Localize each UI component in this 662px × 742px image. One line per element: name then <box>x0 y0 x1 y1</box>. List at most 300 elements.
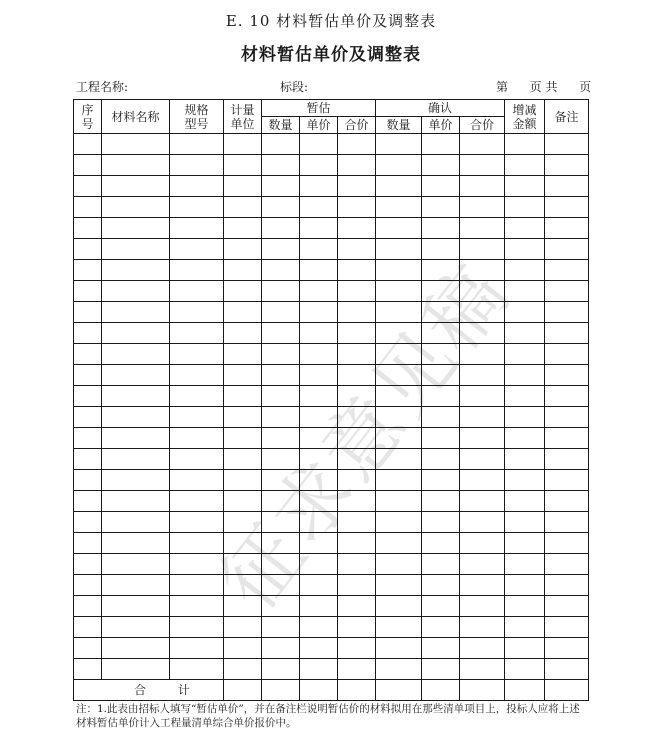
table-cell[interactable] <box>376 428 422 449</box>
table-cell[interactable] <box>102 260 170 281</box>
table-cell[interactable] <box>545 428 589 449</box>
table-cell[interactable] <box>460 176 505 197</box>
table-cell[interactable] <box>545 470 589 491</box>
table-cell[interactable] <box>422 470 460 491</box>
table-cell[interactable] <box>338 512 376 533</box>
table-cell[interactable] <box>170 512 224 533</box>
table-cell[interactable] <box>338 617 376 638</box>
table-cell[interactable] <box>224 575 262 596</box>
table-cell[interactable] <box>338 470 376 491</box>
table-cell[interactable] <box>505 533 545 554</box>
table-cell[interactable] <box>170 533 224 554</box>
table-cell[interactable] <box>74 281 102 302</box>
table-cell[interactable] <box>505 155 545 176</box>
table-cell[interactable] <box>300 533 338 554</box>
table-cell[interactable] <box>376 365 422 386</box>
table-cell[interactable] <box>376 386 422 407</box>
table-cell[interactable] <box>376 218 422 239</box>
table-cell[interactable] <box>102 407 170 428</box>
table-cell[interactable] <box>545 344 589 365</box>
table-cell[interactable] <box>338 659 376 680</box>
table-cell[interactable] <box>505 302 545 323</box>
table-cell[interactable] <box>338 155 376 176</box>
table-cell[interactable] <box>170 491 224 512</box>
table-cell[interactable] <box>170 134 224 155</box>
table-cell[interactable] <box>460 575 505 596</box>
table-cell[interactable] <box>376 281 422 302</box>
table-cell[interactable] <box>376 407 422 428</box>
table-cell[interactable] <box>74 176 102 197</box>
table-cell[interactable] <box>422 428 460 449</box>
table-cell[interactable] <box>376 302 422 323</box>
table-cell[interactable] <box>460 659 505 680</box>
table-cell[interactable] <box>170 323 224 344</box>
table-cell[interactable] <box>224 302 262 323</box>
table-cell[interactable] <box>338 281 376 302</box>
table-cell[interactable] <box>74 617 102 638</box>
table-cell[interactable] <box>300 365 338 386</box>
table-cell[interactable] <box>422 134 460 155</box>
table-cell[interactable] <box>338 365 376 386</box>
table-cell[interactable] <box>300 281 338 302</box>
table-cell[interactable] <box>300 197 338 218</box>
table-cell[interactable] <box>460 323 505 344</box>
table-cell[interactable] <box>224 407 262 428</box>
table-cell[interactable] <box>224 260 262 281</box>
table-cell[interactable] <box>224 218 262 239</box>
table-cell[interactable] <box>224 638 262 659</box>
table-cell[interactable] <box>422 365 460 386</box>
table-cell[interactable] <box>170 176 224 197</box>
table-cell[interactable] <box>545 239 589 260</box>
table-cell[interactable] <box>376 638 422 659</box>
table-cell[interactable] <box>422 575 460 596</box>
table-cell[interactable] <box>422 659 460 680</box>
table-cell[interactable] <box>224 176 262 197</box>
table-cell[interactable] <box>505 512 545 533</box>
table-cell[interactable] <box>422 155 460 176</box>
table-cell[interactable] <box>74 134 102 155</box>
table-cell[interactable] <box>74 386 102 407</box>
table-cell[interactable] <box>224 197 262 218</box>
table-cell[interactable] <box>74 554 102 575</box>
table-cell[interactable] <box>505 260 545 281</box>
table-cell[interactable] <box>224 659 262 680</box>
table-cell[interactable] <box>262 323 300 344</box>
table-cell[interactable] <box>545 323 589 344</box>
table-cell[interactable] <box>422 617 460 638</box>
table-cell[interactable] <box>224 281 262 302</box>
table-cell[interactable] <box>505 575 545 596</box>
table-cell[interactable] <box>224 596 262 617</box>
table-cell[interactable] <box>460 470 505 491</box>
table-cell[interactable] <box>102 176 170 197</box>
table-cell[interactable] <box>102 533 170 554</box>
table-cell[interactable] <box>74 344 102 365</box>
table-cell[interactable] <box>262 638 300 659</box>
table-cell[interactable] <box>102 659 170 680</box>
table-cell[interactable] <box>262 197 300 218</box>
table-cell[interactable] <box>545 218 589 239</box>
table-cell[interactable] <box>545 302 589 323</box>
table-cell[interactable] <box>338 218 376 239</box>
table-cell[interactable] <box>376 533 422 554</box>
table-cell[interactable] <box>170 428 224 449</box>
table-cell[interactable] <box>102 554 170 575</box>
table-cell[interactable] <box>422 407 460 428</box>
table-cell[interactable] <box>338 197 376 218</box>
table-cell[interactable] <box>170 575 224 596</box>
table-cell[interactable] <box>74 197 102 218</box>
table-cell[interactable] <box>505 638 545 659</box>
table-cell[interactable] <box>300 491 338 512</box>
table-cell[interactable] <box>224 323 262 344</box>
table-cell[interactable] <box>460 617 505 638</box>
table-cell[interactable] <box>300 575 338 596</box>
table-cell[interactable] <box>300 470 338 491</box>
table-cell[interactable] <box>338 575 376 596</box>
table-cell[interactable] <box>224 512 262 533</box>
table-cell[interactable] <box>74 659 102 680</box>
table-cell[interactable] <box>300 323 338 344</box>
table-cell[interactable] <box>74 260 102 281</box>
table-cell[interactable] <box>505 386 545 407</box>
table-cell[interactable] <box>460 281 505 302</box>
table-cell[interactable] <box>102 617 170 638</box>
total-cell[interactable] <box>224 680 262 701</box>
table-cell[interactable] <box>376 470 422 491</box>
table-cell[interactable] <box>338 596 376 617</box>
table-cell[interactable] <box>262 134 300 155</box>
table-cell[interactable] <box>224 428 262 449</box>
table-cell[interactable] <box>545 155 589 176</box>
table-cell[interactable] <box>338 638 376 659</box>
table-cell[interactable] <box>300 512 338 533</box>
table-cell[interactable] <box>224 491 262 512</box>
table-cell[interactable] <box>74 302 102 323</box>
table-cell[interactable] <box>460 428 505 449</box>
table-cell[interactable] <box>262 575 300 596</box>
table-cell[interactable] <box>338 407 376 428</box>
table-cell[interactable] <box>170 470 224 491</box>
table-cell[interactable] <box>376 659 422 680</box>
table-cell[interactable] <box>300 428 338 449</box>
table-cell[interactable] <box>338 428 376 449</box>
total-cell[interactable] <box>505 680 545 701</box>
table-cell[interactable] <box>460 407 505 428</box>
table-cell[interactable] <box>545 134 589 155</box>
table-cell[interactable] <box>262 554 300 575</box>
table-cell[interactable] <box>460 596 505 617</box>
table-cell[interactable] <box>545 491 589 512</box>
table-cell[interactable] <box>170 596 224 617</box>
table-cell[interactable] <box>505 239 545 260</box>
table-cell[interactable] <box>460 638 505 659</box>
table-cell[interactable] <box>262 281 300 302</box>
table-cell[interactable] <box>102 344 170 365</box>
table-cell[interactable] <box>545 596 589 617</box>
table-cell[interactable] <box>170 449 224 470</box>
table-cell[interactable] <box>262 344 300 365</box>
table-cell[interactable] <box>338 533 376 554</box>
table-cell[interactable] <box>422 239 460 260</box>
table-cell[interactable] <box>505 218 545 239</box>
table-cell[interactable] <box>338 176 376 197</box>
table-cell[interactable] <box>74 491 102 512</box>
table-cell[interactable] <box>170 197 224 218</box>
table-cell[interactable] <box>545 617 589 638</box>
table-cell[interactable] <box>376 344 422 365</box>
table-cell[interactable] <box>224 470 262 491</box>
table-cell[interactable] <box>505 134 545 155</box>
table-cell[interactable] <box>170 659 224 680</box>
table-cell[interactable] <box>102 575 170 596</box>
table-cell[interactable] <box>170 638 224 659</box>
total-cell[interactable] <box>376 680 422 701</box>
table-cell[interactable] <box>170 155 224 176</box>
table-cell[interactable] <box>300 134 338 155</box>
table-cell[interactable] <box>505 344 545 365</box>
table-cell[interactable] <box>102 302 170 323</box>
table-cell[interactable] <box>74 323 102 344</box>
table-cell[interactable] <box>262 155 300 176</box>
table-cell[interactable] <box>505 449 545 470</box>
table-cell[interactable] <box>224 533 262 554</box>
table-cell[interactable] <box>262 407 300 428</box>
table-cell[interactable] <box>376 512 422 533</box>
table-cell[interactable] <box>102 596 170 617</box>
table-cell[interactable] <box>545 554 589 575</box>
table-cell[interactable] <box>376 575 422 596</box>
table-cell[interactable] <box>74 239 102 260</box>
table-cell[interactable] <box>74 449 102 470</box>
table-cell[interactable] <box>422 638 460 659</box>
table-cell[interactable] <box>224 365 262 386</box>
table-cell[interactable] <box>102 638 170 659</box>
table-cell[interactable] <box>376 449 422 470</box>
table-cell[interactable] <box>376 617 422 638</box>
table-cell[interactable] <box>170 344 224 365</box>
table-cell[interactable] <box>170 281 224 302</box>
table-cell[interactable] <box>422 554 460 575</box>
table-cell[interactable] <box>262 596 300 617</box>
table-cell[interactable] <box>376 197 422 218</box>
table-cell[interactable] <box>262 512 300 533</box>
table-cell[interactable] <box>376 155 422 176</box>
table-cell[interactable] <box>505 470 545 491</box>
table-cell[interactable] <box>545 638 589 659</box>
total-cell[interactable] <box>422 680 460 701</box>
table-cell[interactable] <box>262 617 300 638</box>
table-cell[interactable] <box>545 575 589 596</box>
total-cell[interactable] <box>338 680 376 701</box>
table-cell[interactable] <box>74 638 102 659</box>
table-cell[interactable] <box>545 260 589 281</box>
table-cell[interactable] <box>102 323 170 344</box>
table-cell[interactable] <box>460 533 505 554</box>
table-cell[interactable] <box>262 176 300 197</box>
table-cell[interactable] <box>545 176 589 197</box>
total-cell[interactable] <box>262 680 300 701</box>
table-cell[interactable] <box>300 554 338 575</box>
table-cell[interactable] <box>262 386 300 407</box>
table-cell[interactable] <box>300 617 338 638</box>
table-cell[interactable] <box>422 197 460 218</box>
table-cell[interactable] <box>102 197 170 218</box>
table-cell[interactable] <box>505 554 545 575</box>
table-cell[interactable] <box>422 218 460 239</box>
table-cell[interactable] <box>422 386 460 407</box>
table-cell[interactable] <box>376 239 422 260</box>
table-cell[interactable] <box>505 407 545 428</box>
table-cell[interactable] <box>338 323 376 344</box>
table-cell[interactable] <box>300 596 338 617</box>
table-cell[interactable] <box>74 596 102 617</box>
table-cell[interactable] <box>74 155 102 176</box>
table-cell[interactable] <box>262 449 300 470</box>
table-cell[interactable] <box>338 134 376 155</box>
table-cell[interactable] <box>102 365 170 386</box>
table-cell[interactable] <box>300 659 338 680</box>
table-cell[interactable] <box>262 428 300 449</box>
table-cell[interactable] <box>460 386 505 407</box>
table-cell[interactable] <box>460 491 505 512</box>
table-cell[interactable] <box>170 554 224 575</box>
table-cell[interactable] <box>170 617 224 638</box>
table-cell[interactable] <box>262 365 300 386</box>
table-cell[interactable] <box>102 449 170 470</box>
table-cell[interactable] <box>545 281 589 302</box>
table-cell[interactable] <box>74 512 102 533</box>
table-cell[interactable] <box>505 596 545 617</box>
table-cell[interactable] <box>170 365 224 386</box>
table-cell[interactable] <box>224 617 262 638</box>
table-cell[interactable] <box>102 239 170 260</box>
table-cell[interactable] <box>460 344 505 365</box>
table-cell[interactable] <box>422 281 460 302</box>
table-cell[interactable] <box>74 365 102 386</box>
table-cell[interactable] <box>460 218 505 239</box>
table-cell[interactable] <box>300 260 338 281</box>
table-cell[interactable] <box>224 239 262 260</box>
table-cell[interactable] <box>460 449 505 470</box>
table-cell[interactable] <box>376 554 422 575</box>
table-cell[interactable] <box>102 512 170 533</box>
table-cell[interactable] <box>262 659 300 680</box>
table-cell[interactable] <box>170 239 224 260</box>
table-cell[interactable] <box>460 512 505 533</box>
table-cell[interactable] <box>460 239 505 260</box>
table-cell[interactable] <box>545 659 589 680</box>
table-cell[interactable] <box>300 407 338 428</box>
total-cell[interactable] <box>460 680 505 701</box>
table-cell[interactable] <box>545 407 589 428</box>
table-cell[interactable] <box>300 176 338 197</box>
table-cell[interactable] <box>376 596 422 617</box>
table-cell[interactable] <box>224 155 262 176</box>
table-cell[interactable] <box>338 239 376 260</box>
table-cell[interactable] <box>262 260 300 281</box>
table-cell[interactable] <box>460 197 505 218</box>
table-cell[interactable] <box>422 512 460 533</box>
table-cell[interactable] <box>74 533 102 554</box>
table-cell[interactable] <box>224 344 262 365</box>
table-cell[interactable] <box>262 533 300 554</box>
table-cell[interactable] <box>422 260 460 281</box>
table-cell[interactable] <box>505 365 545 386</box>
table-cell[interactable] <box>102 155 170 176</box>
table-cell[interactable] <box>460 155 505 176</box>
table-cell[interactable] <box>422 302 460 323</box>
table-cell[interactable] <box>224 554 262 575</box>
table-cell[interactable] <box>300 638 338 659</box>
table-cell[interactable] <box>338 491 376 512</box>
table-cell[interactable] <box>545 512 589 533</box>
table-cell[interactable] <box>422 176 460 197</box>
table-cell[interactable] <box>300 449 338 470</box>
table-cell[interactable] <box>545 533 589 554</box>
table-cell[interactable] <box>262 470 300 491</box>
table-cell[interactable] <box>505 491 545 512</box>
table-cell[interactable] <box>422 533 460 554</box>
table-cell[interactable] <box>422 449 460 470</box>
table-cell[interactable] <box>460 134 505 155</box>
table-cell[interactable] <box>102 428 170 449</box>
table-cell[interactable] <box>300 239 338 260</box>
table-cell[interactable] <box>460 554 505 575</box>
table-cell[interactable] <box>74 470 102 491</box>
table-cell[interactable] <box>338 302 376 323</box>
total-cell[interactable] <box>300 680 338 701</box>
table-cell[interactable] <box>300 218 338 239</box>
table-cell[interactable] <box>338 386 376 407</box>
table-cell[interactable] <box>505 659 545 680</box>
table-cell[interactable] <box>102 281 170 302</box>
table-cell[interactable] <box>545 365 589 386</box>
table-cell[interactable] <box>300 302 338 323</box>
table-cell[interactable] <box>422 344 460 365</box>
table-cell[interactable] <box>102 218 170 239</box>
table-cell[interactable] <box>102 134 170 155</box>
table-cell[interactable] <box>460 260 505 281</box>
table-cell[interactable] <box>262 491 300 512</box>
table-cell[interactable] <box>262 218 300 239</box>
table-cell[interactable] <box>102 386 170 407</box>
table-cell[interactable] <box>545 386 589 407</box>
table-cell[interactable] <box>74 428 102 449</box>
table-cell[interactable] <box>505 323 545 344</box>
table-cell[interactable] <box>545 449 589 470</box>
table-cell[interactable] <box>338 554 376 575</box>
table-cell[interactable] <box>262 239 300 260</box>
table-cell[interactable] <box>170 386 224 407</box>
table-cell[interactable] <box>505 428 545 449</box>
table-cell[interactable] <box>545 197 589 218</box>
table-cell[interactable] <box>505 617 545 638</box>
table-cell[interactable] <box>505 281 545 302</box>
table-cell[interactable] <box>300 155 338 176</box>
table-cell[interactable] <box>74 575 102 596</box>
total-cell[interactable] <box>545 680 589 701</box>
table-cell[interactable] <box>224 134 262 155</box>
table-cell[interactable] <box>170 407 224 428</box>
table-cell[interactable] <box>300 344 338 365</box>
table-cell[interactable] <box>262 302 300 323</box>
table-cell[interactable] <box>74 407 102 428</box>
table-cell[interactable] <box>170 302 224 323</box>
table-cell[interactable] <box>74 218 102 239</box>
table-cell[interactable] <box>376 260 422 281</box>
